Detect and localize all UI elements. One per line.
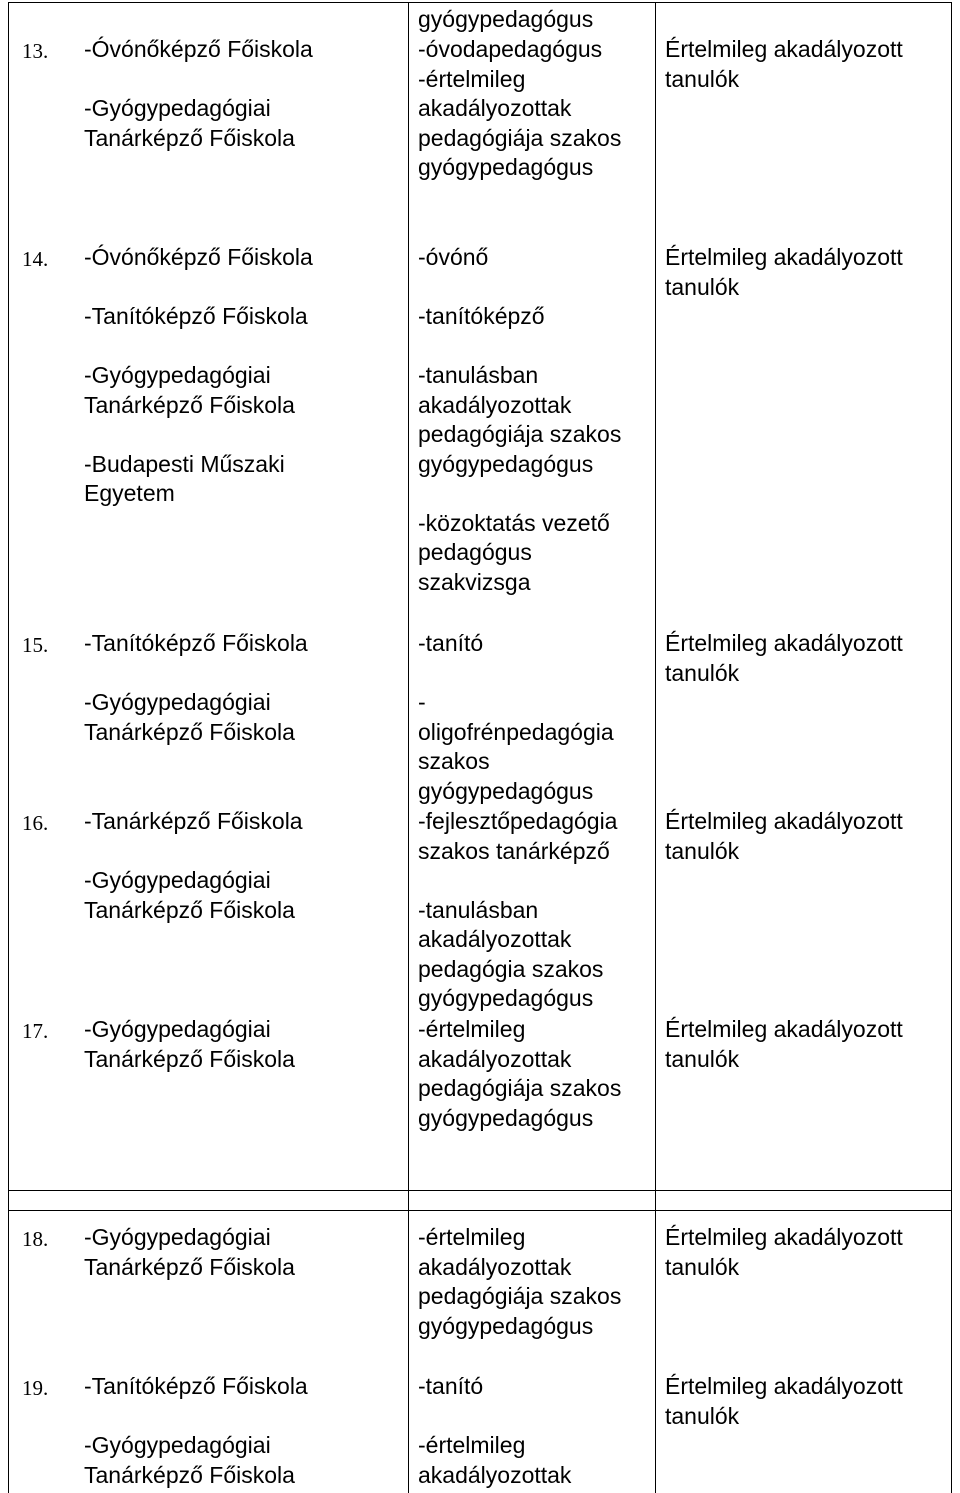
qualification-text: -értelmileg akadályozottak — [418, 1432, 572, 1488]
target-group-cell — [665, 807, 950, 866]
institution-text: -Gyógypedagógiai Tanárképző Főiskola — [84, 362, 295, 418]
qualification-cell — [418, 243, 653, 597]
institution-text: -Gyógypedagógiai Tanárképző Főiskola — [84, 1224, 295, 1280]
qualification-text: oligofrénpedagógia szakos gyógypedagógus — [418, 718, 614, 804]
qualification-text: -óvodapedagógus — [418, 36, 603, 62]
institution-text: -Tanítóképző Főiskola — [84, 1373, 308, 1399]
target-group-cell — [665, 1223, 950, 1282]
table-col-divider — [408, 2, 409, 1493]
qualification-cell — [418, 629, 653, 806]
target-group-text: Értelmileg akadályozott tanulók — [665, 36, 903, 92]
target-group-text: Értelmileg akadályozott tanulók — [665, 1373, 903, 1429]
qualification-text: -közoktatás vezető pedagógus szakvizsga — [418, 509, 610, 595]
qualification-cell — [418, 1015, 653, 1133]
institution-text: -Gyógypedagógiai Tanárképző Főiskola — [84, 95, 295, 151]
qualification-text: - — [418, 689, 426, 715]
target-group-cell — [665, 35, 950, 94]
institution-cell — [84, 1223, 384, 1282]
institution-cell — [84, 1015, 384, 1074]
row-number: 14. — [22, 247, 49, 271]
institution-text: -Gyógypedagógiai Tanárképző Főiskola — [84, 1016, 295, 1072]
target-group-text: Értelmileg akadályozott tanulók — [665, 808, 903, 864]
target-group-text: Értelmileg akadályozott tanulók — [665, 630, 903, 686]
qualification-cell — [418, 35, 653, 183]
qualification-cell — [418, 1372, 653, 1490]
qualification-cell — [418, 5, 653, 35]
row-number: 17. — [22, 1019, 49, 1043]
qualification-cell — [418, 1223, 653, 1341]
institution-cell — [84, 35, 384, 153]
target-group-cell — [665, 629, 950, 688]
institution-text: -Gyógypedagógiai Tanárképző Főiskola — [84, 1432, 295, 1488]
qualification-text: -tanulásban akadályozottak pedagógiája szakos gyógypedagógus — [418, 362, 622, 477]
target-group-text: Értelmileg akadályozott tanulók — [665, 1016, 903, 1072]
qualification-text: -tanító — [418, 630, 484, 656]
target-group-text: Értelmileg akadályozott tanulók — [665, 1224, 903, 1280]
row-number: 16. — [22, 811, 49, 835]
target-group-text: Értelmileg akadályozott tanulók — [665, 244, 903, 300]
qualification-cell — [418, 807, 653, 1014]
institution-text: -Tanárképző Főiskola — [84, 808, 303, 834]
row-number: 19. — [22, 1376, 49, 1400]
target-group-cell — [665, 243, 950, 302]
institution-text: -Óvónőképző Főiskola — [84, 244, 313, 270]
table-top-rule — [8, 2, 952, 3]
table-row-separator — [8, 1210, 952, 1211]
qualification-text: -értelmileg akadályozottak pedagógiája szakos gyógypedagógus — [418, 65, 622, 180]
institution-text: -Budapesti Műszaki Egyetem — [84, 450, 285, 506]
target-group-cell — [665, 1015, 950, 1074]
institution-text: -Tanítóképző Főiskola — [84, 303, 308, 329]
institution-text: -Gyógypedagógiai Tanárképző Főiskola — [84, 689, 295, 745]
row-number: 15. — [22, 633, 49, 657]
institution-text: -Gyógypedagógiai Tanárképző Főiskola — [84, 867, 295, 923]
table-left-border — [8, 2, 9, 1493]
target-group-cell — [665, 1372, 950, 1431]
institution-cell — [84, 1372, 384, 1490]
institution-cell — [84, 243, 384, 509]
qualification-text: -tanítóképző — [418, 303, 545, 329]
qualification-text: -értelmileg akadályozottak pedagógiája szakos gyógypedagógus — [418, 1016, 622, 1131]
table-right-border — [951, 2, 952, 1493]
institution-cell — [84, 807, 384, 925]
institution-text: -Óvónőképző Főiskola — [84, 36, 313, 62]
qualification-text: gyógypedagógus — [418, 6, 594, 32]
institution-cell — [84, 629, 384, 747]
table-col-divider — [655, 2, 656, 1493]
qualification-text: -értelmileg akadályozottak pedagógiája szakos gyógypedagógus — [418, 1224, 622, 1339]
qualification-text: -fejlesztőpedagógia szakos tanárképző — [418, 808, 618, 864]
qualification-text: -óvónő — [418, 244, 489, 270]
institution-text: -Tanítóképző Főiskola — [84, 630, 308, 656]
qualification-text: -tanulásban akadályozottak pedagógia szakos gyógypedagógus — [418, 896, 604, 1011]
row-number: 13. — [22, 39, 49, 63]
qualification-text: -tanító — [418, 1373, 484, 1399]
row-number: 18. — [22, 1227, 49, 1251]
table-row-separator — [8, 1190, 952, 1191]
